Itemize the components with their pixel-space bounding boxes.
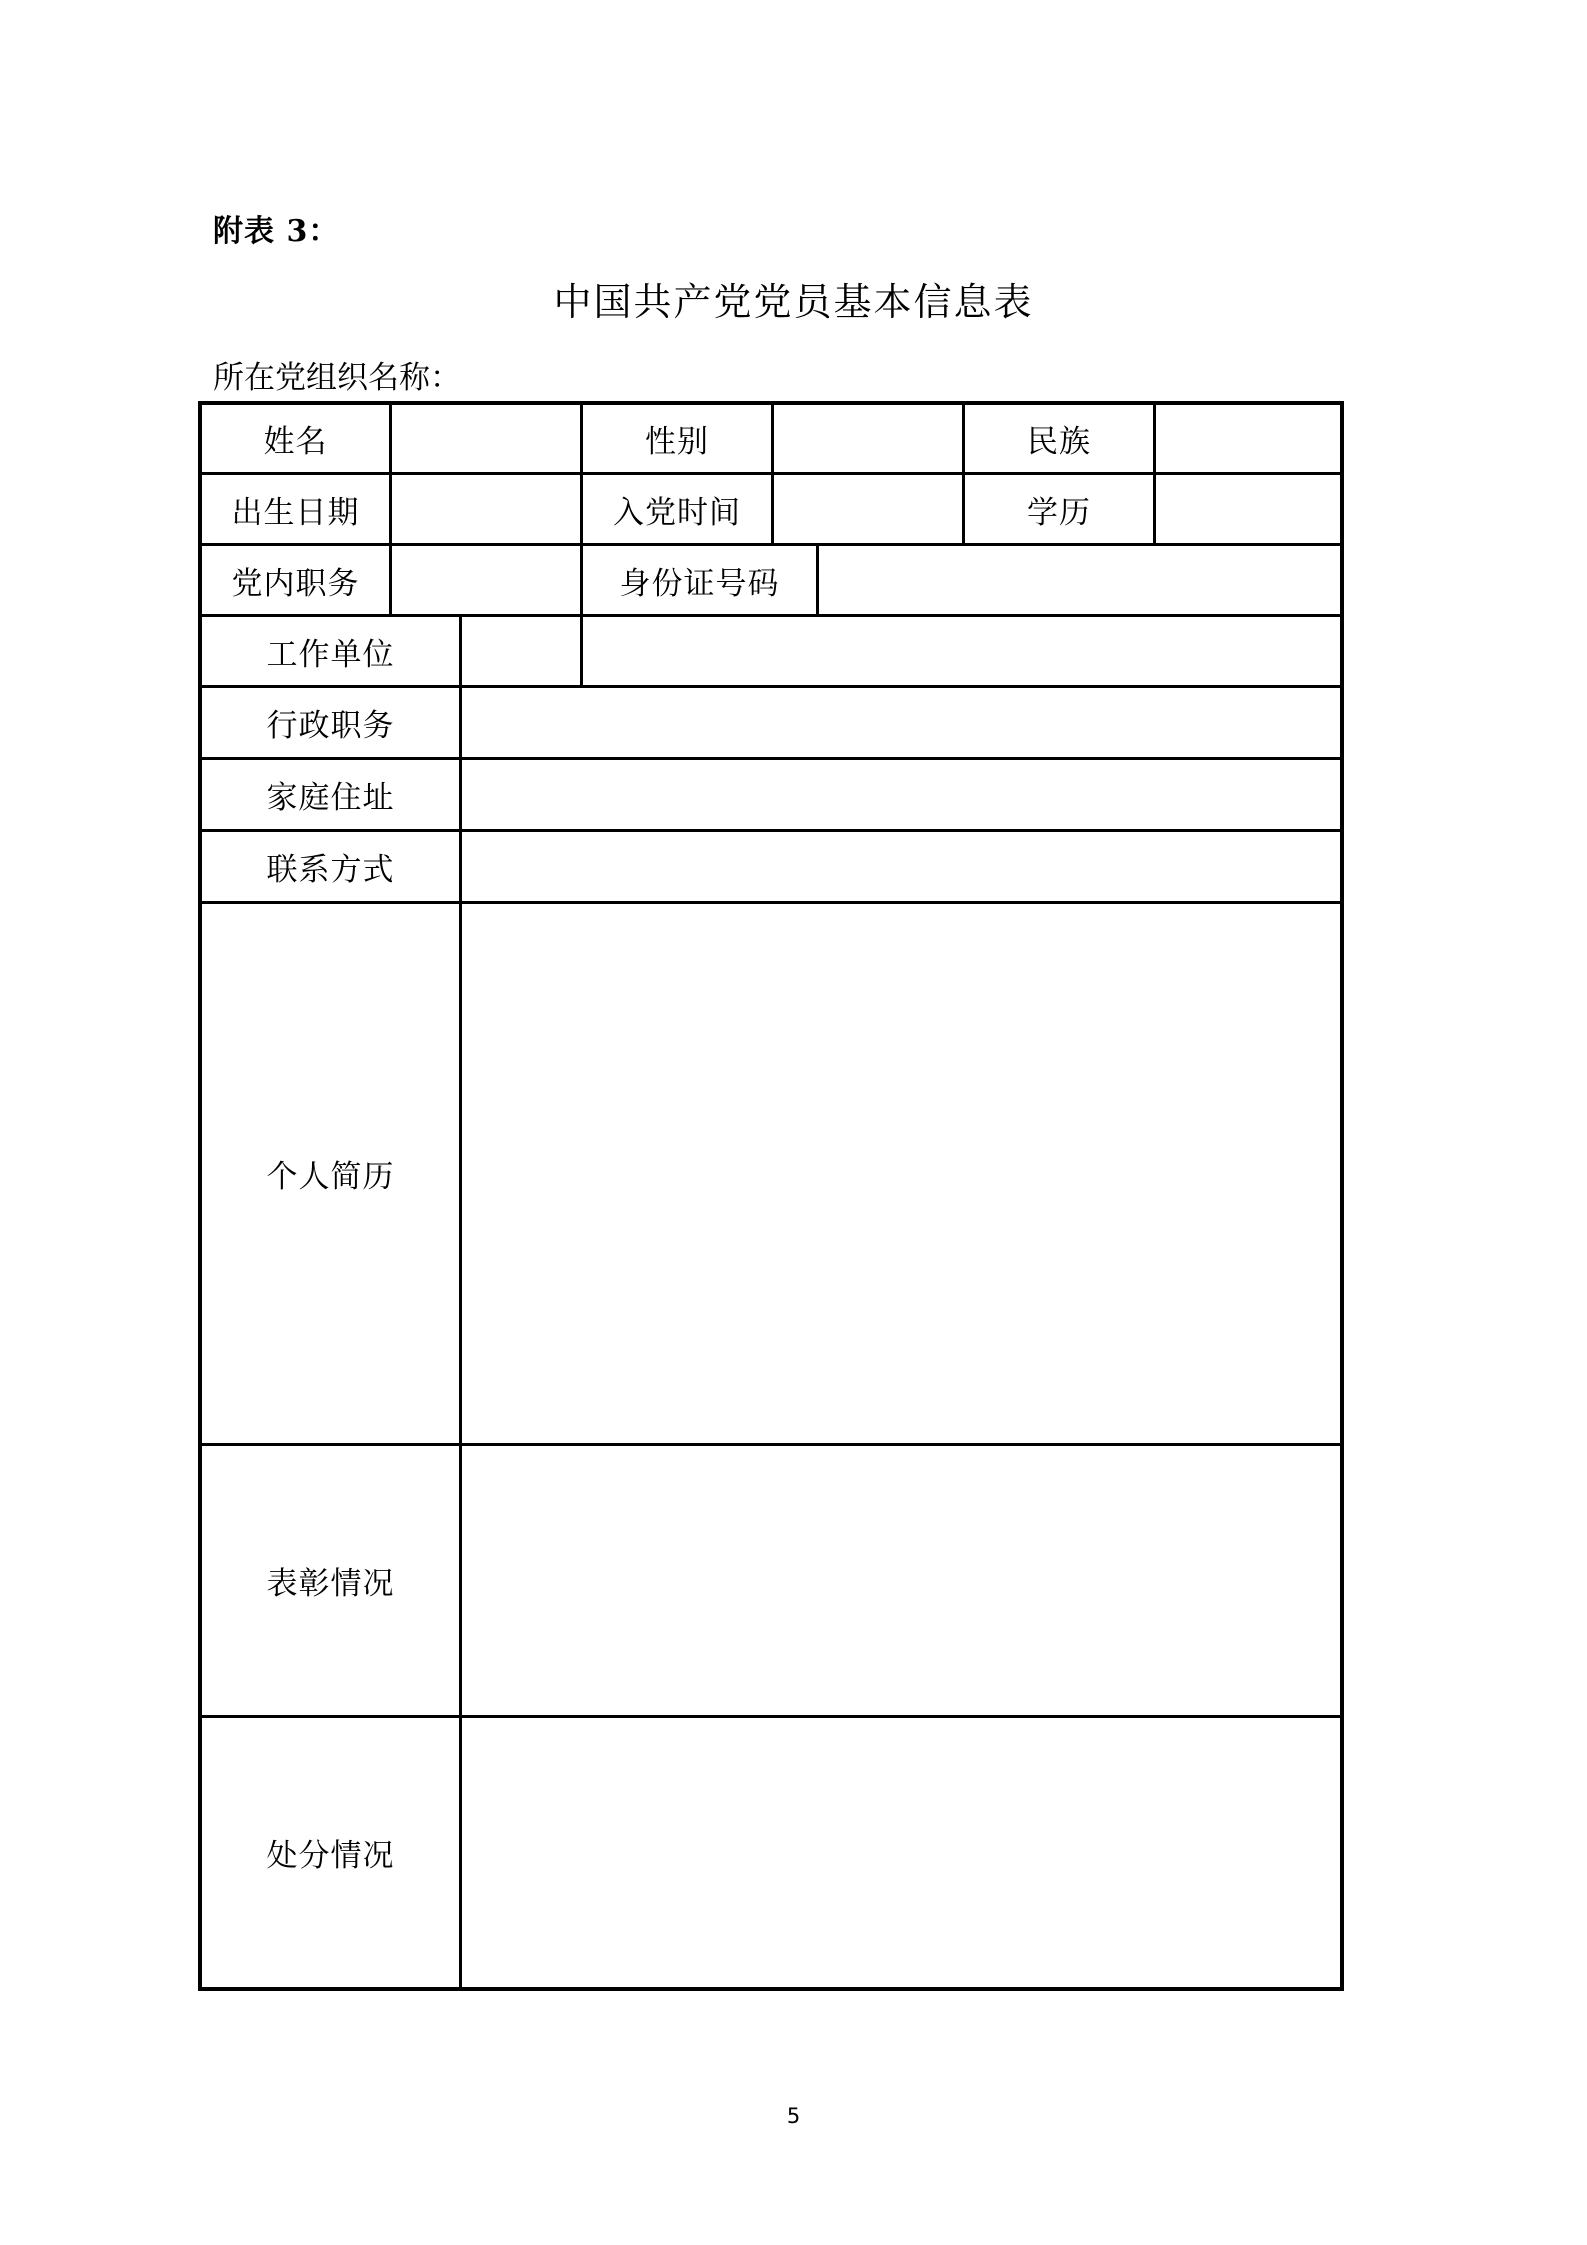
commendations-field[interactable] [462,1446,1344,1715]
contact-field[interactable] [462,832,1344,901]
commendations-label: 表彰情况 [266,1566,395,1602]
resume-field[interactable] [462,904,1344,1443]
work-unit-field[interactable] [462,617,1344,685]
home-address-field[interactable] [462,760,1344,829]
education-label: 学历 [1027,494,1091,531]
work-unit-label: 工作单位 [266,636,395,673]
education-field[interactable] [1156,475,1344,543]
ethnicity-field[interactable] [1156,405,1344,472]
name-label: 姓名 [263,424,328,460]
name-field[interactable] [392,405,580,472]
appendix-label: 附表 3： [213,214,340,249]
disciplinary-field[interactable] [462,1718,1344,1987]
party-member-info-table [198,401,1344,1991]
join-date-field[interactable] [774,475,962,543]
party-position-label: 党内职务 [231,565,360,602]
join-date-label: 入党时间 [613,494,741,531]
birth-date-label: 出生日期 [231,494,360,531]
gender-field[interactable] [774,405,962,472]
page-number: 5 [786,2104,801,2128]
birth-date-field[interactable] [392,475,580,543]
id-number-field[interactable] [819,546,1344,614]
gender-label: 性别 [645,424,709,460]
document-title: 中国共产党党员基本信息表 [553,280,1034,324]
admin-position-label: 行政职务 [266,708,395,744]
admin-position-field[interactable] [462,688,1344,757]
home-address-label: 家庭住址 [266,780,395,816]
ethnicity-label: 民族 [1027,424,1091,460]
id-number-label: 身份证号码 [619,565,780,602]
contact-label: 联系方式 [266,852,395,888]
organization-label: 所在党组织名称： [213,360,461,396]
party-position-field[interactable] [392,546,580,614]
resume-label: 个人简历 [266,1159,395,1195]
disciplinary-label: 处分情况 [266,1838,395,1874]
